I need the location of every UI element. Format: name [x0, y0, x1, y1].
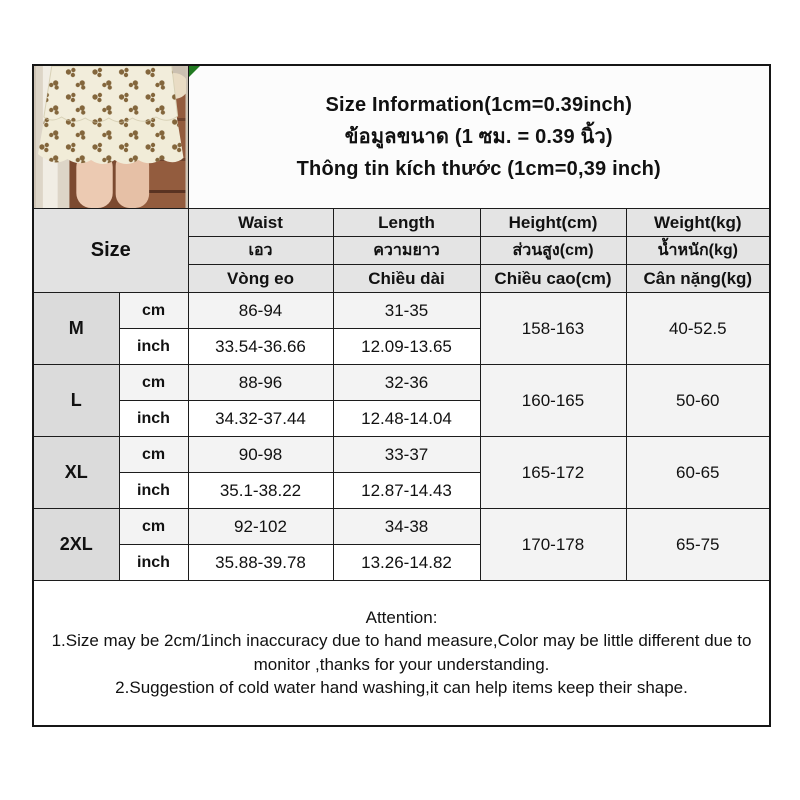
unit-label-cm: cm — [119, 365, 188, 401]
table-row-l — [33, 365, 770, 401]
size-label-xl: XL — [33, 437, 119, 509]
size-chart — [32, 64, 771, 727]
2xl-weight: 65-75 — [626, 509, 770, 581]
xl-waist-inch: 35.1-38.22 — [188, 473, 333, 509]
size-chart-table — [32, 64, 771, 727]
size-label-2xl: 2XL — [33, 509, 119, 581]
header-size: Size — [33, 209, 188, 293]
header-height-vi: Chiều cao(cm) — [480, 265, 626, 293]
product-photo-cell — [33, 65, 188, 209]
xl-length-cm: 33-37 — [333, 437, 480, 473]
header-waist-th: เอว — [188, 237, 333, 265]
m-length-inch: 12.09-13.65 — [333, 329, 480, 365]
size-label-l: L — [33, 365, 119, 437]
attention-cell — [33, 581, 770, 726]
l-length-inch: 12.48-14.04 — [333, 401, 480, 437]
m-waist-inch: 33.54-36.66 — [188, 329, 333, 365]
green-corner-marker-icon — [189, 66, 200, 77]
header-weight-vi: Cân nặng(kg) — [626, 265, 770, 293]
header-waist-vi: Vòng eo — [188, 265, 333, 293]
m-height: 158-163 — [480, 293, 626, 365]
header-weight-en: Weight(kg) — [626, 209, 770, 237]
title-english: Size Information(1cm=0.39inch) — [325, 94, 633, 116]
header-height-en: Height(cm) — [480, 209, 626, 237]
2xl-length-inch: 13.26-14.82 — [333, 545, 480, 581]
attention-note-1: 1.Size may be 2cm/1inch inaccuracy due to hand measure,Color may be little different due to monitor ,thanks for your understanding. — [51, 631, 752, 674]
table-row-m — [33, 293, 770, 329]
l-height: 160-165 — [480, 365, 626, 437]
header-height-th: ส่วนสูง(cm) — [480, 237, 626, 265]
xl-waist-cm: 90-98 — [188, 437, 333, 473]
title-cell — [188, 65, 770, 209]
product-photo-image — [36, 66, 186, 208]
table-row-xl — [33, 437, 770, 473]
2xl-waist-inch: 35.88-39.78 — [188, 545, 333, 581]
l-waist-cm: 88-96 — [188, 365, 333, 401]
m-waist-cm: 86-94 — [188, 293, 333, 329]
m-length-cm: 31-35 — [333, 293, 480, 329]
unit-label-cm: cm — [119, 437, 188, 473]
table-row-2xl — [33, 509, 770, 545]
attention-note-2: 2.Suggestion of cold water hand washing,it can help items keep their shape. — [115, 678, 688, 698]
l-length-cm: 32-36 — [333, 365, 480, 401]
xl-length-inch: 12.87-14.43 — [333, 473, 480, 509]
2xl-waist-cm: 92-102 — [188, 509, 333, 545]
attention-heading: Attention: — [365, 607, 438, 627]
header-waist-en: Waist — [188, 209, 333, 237]
header-length-en: Length — [333, 209, 480, 237]
unit-label-inch: inch — [119, 545, 188, 581]
m-weight: 40-52.5 — [626, 293, 770, 365]
size-label-m: M — [33, 293, 119, 365]
xl-height: 165-172 — [480, 437, 626, 509]
photo-skirt — [38, 66, 184, 164]
2xl-height: 170-178 — [480, 509, 626, 581]
2xl-length-cm: 34-38 — [333, 509, 480, 545]
header-length-vi: Chiều dài — [333, 265, 480, 293]
l-waist-inch: 34.32-37.44 — [188, 401, 333, 437]
title-thai: ข้อมูลขนาด (1 ซม. = 0.39 นิ้ว) — [344, 126, 613, 148]
unit-label-inch: inch — [119, 401, 188, 437]
header-weight-th: น้ำหนัก(kg) — [626, 237, 770, 265]
l-weight: 50-60 — [626, 365, 770, 437]
xl-weight: 60-65 — [626, 437, 770, 509]
unit-label-inch: inch — [119, 473, 188, 509]
header-length-th: ความยาว — [333, 237, 480, 265]
title-vietnamese: Thông tin kích thước (1cm=0,39 inch) — [296, 158, 661, 180]
unit-label-inch: inch — [119, 329, 188, 365]
unit-label-cm: cm — [119, 509, 188, 545]
unit-label-cm: cm — [119, 293, 188, 329]
